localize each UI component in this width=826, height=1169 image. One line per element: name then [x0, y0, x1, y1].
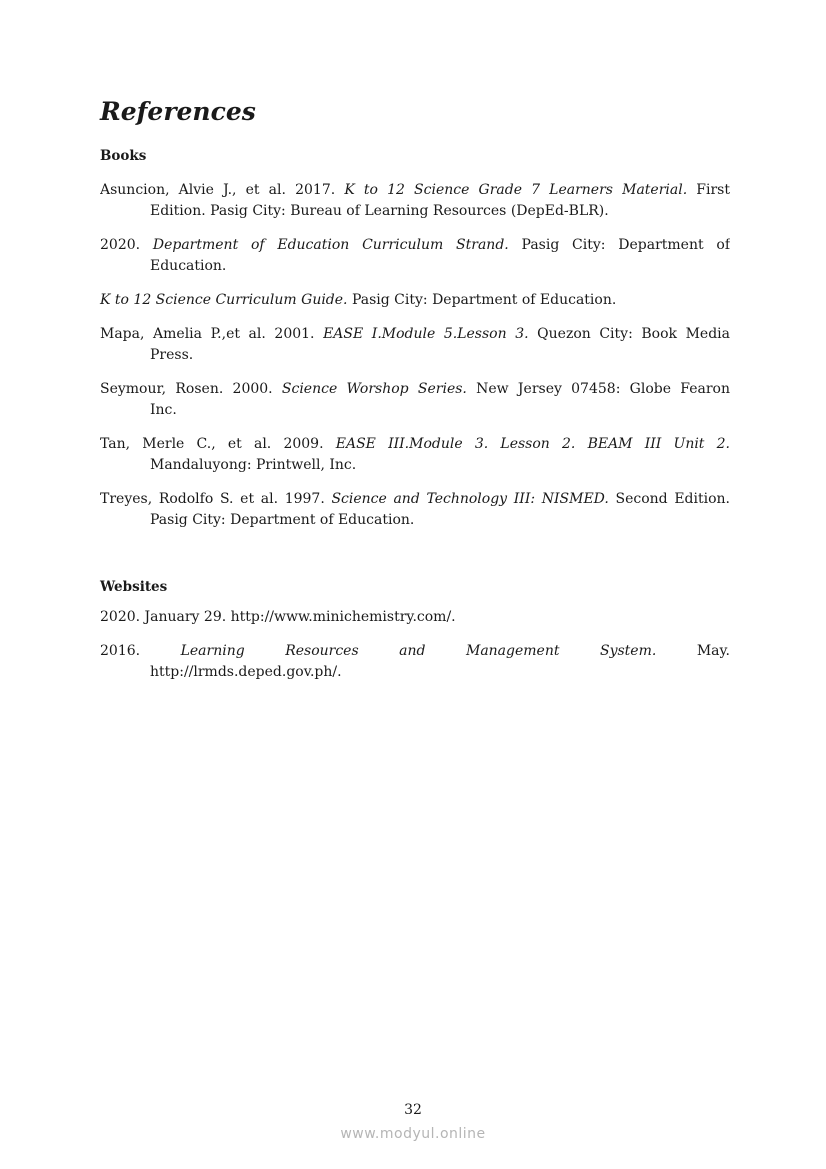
reference-text: Quezon City: Book Media: [528, 326, 730, 342]
reference-title: Science and Technology III: NISMED.: [331, 491, 609, 507]
section-heading-websites: Websites: [100, 579, 168, 595]
reference-text: Seymour, Rosen. 2000.: [100, 381, 282, 397]
reference-title: Learning Resources and Management System.: [180, 643, 657, 659]
reference-entry: [100, 290, 730, 311]
reference-line: [100, 379, 730, 400]
reference-entry: [100, 434, 730, 476]
reference-entry: [100, 235, 730, 277]
reference-text: Press.: [150, 347, 194, 363]
reference-text: Mandaluyong: Printwell, Inc.: [150, 457, 357, 473]
reference-entry: [100, 489, 730, 531]
reference-title: EASE III.Module 3. Lesson 2. BEAM III Unit 2.: [335, 436, 730, 452]
reference-entry: [100, 324, 730, 366]
watermark: www.modyul.online: [340, 1126, 486, 1142]
reference-text: 2020.: [100, 237, 153, 253]
reference-text: Second Edition.: [608, 491, 730, 507]
reference-title: Science Worshop Series.: [281, 381, 467, 397]
reference-text: Edition. Pasig City: Bureau of Learning Resources (DepEd-BLR).: [150, 203, 609, 219]
reference-title: Department of Education Curriculum Strand.: [152, 237, 509, 253]
reference-text: Tan, Merle C., et al. 2009.: [100, 436, 336, 452]
reference-title: K to 12 Science Grade 7 Learners Material.: [344, 182, 688, 198]
reference-entry: [100, 607, 730, 628]
reference-text: Mapa, Amelia P.,et al. 2001.: [100, 326, 324, 342]
reference-title: K to 12 Science Curriculum Guide.: [100, 292, 348, 308]
page-title: References: [100, 97, 256, 126]
reference-text: First: [687, 182, 730, 198]
books-reference-list: [100, 180, 730, 544]
reference-text: May.: [656, 643, 730, 659]
reference-entry: [100, 379, 730, 421]
reference-line: [100, 290, 730, 311]
reference-line: [100, 641, 730, 662]
reference-text: Pasig City: Department of Education.: [347, 292, 617, 308]
reference-text: 2020. January 29. http://www.minichemistry.com/.: [100, 609, 456, 625]
reference-line: [100, 510, 730, 531]
reference-text: Inc.: [150, 402, 177, 418]
websites-reference-list: [100, 607, 730, 696]
reference-text: Treyes, Rodolfo S. et al. 1997.: [100, 491, 332, 507]
reference-text: Pasig City: Department of Education.: [150, 512, 415, 528]
reference-line: [100, 455, 730, 476]
reference-line: [100, 324, 730, 345]
reference-line: [100, 256, 730, 277]
reference-entry: [100, 641, 730, 683]
reference-title: EASE I.Module 5.Lesson 3.: [323, 326, 529, 342]
reference-line: [100, 434, 730, 455]
reference-text: New Jersey 07458: Globe Fearon: [466, 381, 730, 397]
reference-line: [100, 662, 730, 683]
reference-text: 2016.: [100, 643, 181, 659]
reference-line: [100, 180, 730, 201]
reference-entry: [100, 180, 730, 222]
reference-text: Pasig City: Department of: [508, 237, 730, 253]
page-number: 32: [404, 1102, 422, 1118]
reference-line: [100, 201, 730, 222]
reference-line: [100, 489, 730, 510]
reference-line: [100, 345, 730, 366]
reference-line: [100, 607, 730, 628]
section-heading-books: Books: [100, 148, 147, 164]
reference-line: [100, 400, 730, 421]
reference-text: http://lrmds.deped.gov.ph/.: [150, 664, 342, 680]
reference-text: Asuncion, Alvie J., et al. 2017.: [100, 182, 345, 198]
reference-text: Education.: [150, 258, 227, 274]
reference-line: [100, 235, 730, 256]
